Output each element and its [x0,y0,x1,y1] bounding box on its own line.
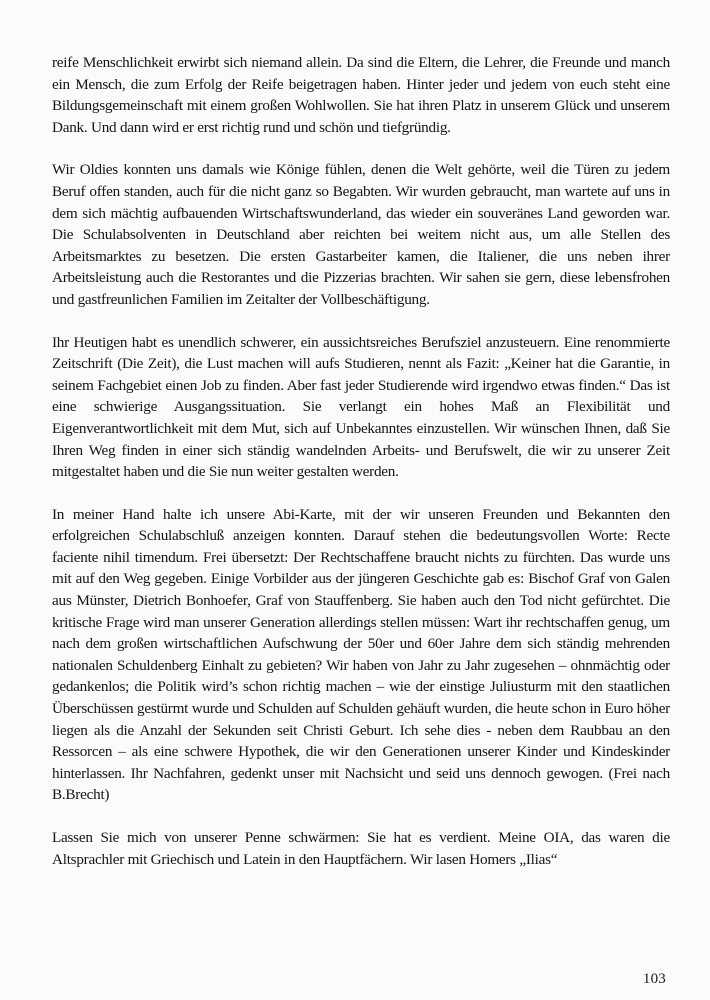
paragraph-2: Wir Oldies konnten uns damals wie Könige fühlen, denen die Welt gehörte, weil die Türen zu jedem Beruf offen standen, auch für die nicht ganz so Begabten. Wir wurden gebraucht, man wartete auf uns in dem sich mächtig aufbauenden Wirtschaftswunderland, das wieder ein souveränes Land geworden war. Die Schulabsolventen in Deutschland aber reichten bei weitem nicht aus, um alle Stellen des Arbeitsmarktes zu besetzen. Die ersten Gastarbeiter kamen, die Italiener, die uns neben ihrer Arbeitsleistung auch die Restorantes und die Pizzerias brachten. Wir sahen sie gern, diese lebensfrohen und gastfreunlichen Familien im Zeitalter der Vollbeschäftigung. [52,161,670,308]
paragraph-1: reife Menschlichkeit erwirbt sich niemand allein. Da sind die Eltern, die Lehrer, die Freunde und manch ein Mensch, die zum Erfolg der Reife beigetragen haben. Hinter jeder und jedem von euch steht eine Bildungsgemeinschaft mit einem großen Wohlwollen. Sie hat ihren Platz in unserem Glück und unserem Dank. Und dann wird er erst richtig rund und schön und tiefgründig. [52,54,670,136]
text-block [52,52,670,870]
paragraph-4: In meiner Hand halte ich unsere Abi-Karte, mit der wir unseren Freunden und Bekannten den erfolgreichen Schulabschluß anzeigen konnten. Darauf stehen die bedeutungsvollen Worte: Recte faciente nihil timendum. Frei übersetzt: Der Rechtschaffene braucht nichts zu fürchten. Das wurde uns mit auf den Weg gegeben. Einige Vorbilder aus der jüngeren Geschichte gab es: Bischof Graf von Galen aus Münster, Dietrich Bonhoefer, Graf von Stauffenberg. Sie haben auch den Tod nicht gefürchtet. Die kritische Frage wird man unserer Generation allerdings stellen müssen: Wart ihr rechtschaffen genug, um nach dem großen wirtschaftlichen Aufschwung der 50er und 60er Jahre dem sich ständig mehrenden nationalen Schuldenberg Einhalt zu gebieten? Wir haben von Jahr zu Jahr zugesehen – ohnmächtig oder gedankenlos; die Politik wird’s schon richtig machen – wie der einstige Juliusturm mit den staatlichen Überschüssen gestürmt wurde und Schulden auf Schulden gehäuft wurden, die heute schon in Euro höher liegen als die Anzahl der Sekunden seit Christi Geburt. Ich sehe dies - neben dem Raubbau an den Ressorcen – als eine schwere Hypothek, die wir den Generationen unserer Kinder und Kindeskinder hinterlassen. Ihr Nachfahren, gedenkt unser mit Nachsicht und seid uns dennoch gewogen. (Frei nach B.Brecht) [52,505,670,804]
paragraph-5: Lassen Sie mich von unserer Penne schwärmen: Sie hat es verdient. Meine OIA, das waren die Altsprachler mit Griechisch und Latein in den Hauptfächern. Wir lasen Homers „Ilias“ [52,829,670,868]
paragraph-3: Ihr Heutigen habt es unendlich schwerer, ein aussichtsreiches Berufsziel anzusteuern. Eine renommierte Zeitschrift (Die Zeit), die Lust machen will aufs Studieren, nennt als Fazit: „Keiner hat die Garantie, in seinem Fachgebiet einen Job zu finden. Aber fast jeder Studierende wird irgendwo etwas finden.“ Das ist eine schwierige Ausgangssituation. Sie verlangt ein hohes Maß an Flexibilität und Eigenverantwortlichkeit mit dem Mut, sich auf Unbekanntes einzustellen. Wir wünschen Ihnen, daß Sie Ihren Weg finden in einer sich ständig wandelnden Arbeits- und Berufswelt, die wir zu unserer Zeit mitgestaltet haben und die Sie nun weiter gestalten werden. [52,333,670,481]
page-number: 103 [642,971,666,987]
